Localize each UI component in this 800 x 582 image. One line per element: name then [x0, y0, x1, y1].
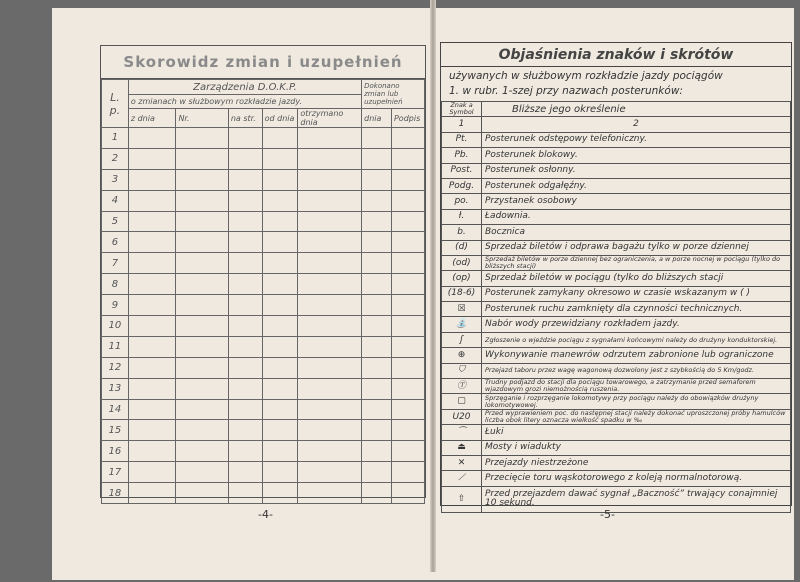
- row-number: 16: [102, 441, 129, 462]
- empty-cell: [176, 399, 228, 420]
- empty-cell: [262, 148, 298, 169]
- symbol-description: Posterunek ruchu zamknięty dla czynności technicznych.: [482, 302, 791, 317]
- symbol: ⛉: [442, 363, 482, 378]
- legend-row: [442, 194, 791, 209]
- table-row: [102, 148, 425, 169]
- right-page-title: Objaśnienia znaków i skrótów: [441, 43, 791, 67]
- empty-cell: [262, 336, 298, 357]
- empty-cell: [228, 274, 262, 295]
- column-header: z dnia: [128, 109, 176, 128]
- legend-row: [442, 332, 791, 347]
- legend-row: [442, 209, 791, 224]
- empty-cell: [391, 357, 424, 378]
- symbol: ⏏: [442, 440, 482, 455]
- legend-row: [442, 148, 791, 163]
- empty-cell: [228, 336, 262, 357]
- empty-cell: [228, 295, 262, 316]
- lp-header: L. p.: [102, 80, 129, 128]
- empty-cell: [262, 169, 298, 190]
- empty-cell: [262, 274, 298, 295]
- symbol-description: Trudny podjazd do stacji dla pociągu towarowego, a zatrzymanie przed semaforem wjazdowym grozi niemożnością ruszenia.: [482, 379, 791, 394]
- symbol-description: Posterunek odgałęźny.: [482, 178, 791, 193]
- empty-cell: [298, 128, 362, 149]
- empty-cell: [362, 169, 392, 190]
- empty-cell: [262, 483, 298, 504]
- empty-cell: [262, 441, 298, 462]
- empty-cell: [391, 483, 424, 504]
- row-number: 15: [102, 420, 129, 441]
- symbol: Podg.: [442, 178, 482, 193]
- empty-cell: [228, 253, 262, 274]
- empty-cell: [228, 148, 262, 169]
- empty-cell: [228, 420, 262, 441]
- empty-cell: [262, 211, 298, 232]
- legend-row: [442, 394, 791, 409]
- empty-cell: [128, 378, 176, 399]
- empty-cell: [176, 128, 228, 149]
- empty-cell: [128, 336, 176, 357]
- empty-cell: [228, 483, 262, 504]
- symbol: b.: [442, 225, 482, 240]
- row-number: 13: [102, 378, 129, 399]
- symbol-description: Mosty i wiadukty: [482, 440, 791, 455]
- legend-row: [442, 440, 791, 455]
- empty-cell: [228, 232, 262, 253]
- table-row: [102, 169, 425, 190]
- empty-cell: [298, 336, 362, 357]
- empty-cell: [262, 462, 298, 483]
- empty-cell: [391, 441, 424, 462]
- empty-cell: [262, 190, 298, 211]
- empty-cell: [298, 232, 362, 253]
- empty-cell: [176, 483, 228, 504]
- empty-cell: [391, 274, 424, 295]
- legend-row: [442, 132, 791, 147]
- empty-cell: [228, 169, 262, 190]
- empty-cell: [176, 378, 228, 399]
- legend-row: [442, 486, 791, 512]
- empty-cell: [391, 190, 424, 211]
- section-heading: 1. w rubr. 1-szej przy nazwach posterunków:: [449, 85, 683, 97]
- symbol-description: Przed wyprawieniem poc. do następnej stacji należy dokonać uproszczonej próby hamulców liczba obok litery oznacza wielkość spadku w ‰: [482, 409, 791, 424]
- symbol: ⟋: [442, 471, 482, 486]
- symbol: Post.: [442, 163, 482, 178]
- empty-cell: [228, 316, 262, 337]
- row-number: 17: [102, 462, 129, 483]
- table-row: [102, 190, 425, 211]
- legend-row: [442, 348, 791, 363]
- symbol-description: Nabór wody przewidziany rozkładem jazdy.: [482, 317, 791, 332]
- empty-cell: [298, 399, 362, 420]
- empty-cell: [391, 169, 424, 190]
- empty-cell: [298, 378, 362, 399]
- empty-cell: [362, 483, 392, 504]
- empty-cell: [128, 128, 176, 149]
- empty-cell: [391, 128, 424, 149]
- group-header: Zarządzenia D.O.K.P.: [128, 80, 361, 95]
- empty-cell: [262, 399, 298, 420]
- column-header: dnia: [362, 109, 392, 128]
- left-page-title: Skorowidz zmian i uzupełnień: [101, 46, 425, 79]
- table-row: [102, 295, 425, 316]
- table-row: [102, 274, 425, 295]
- empty-cell: [176, 441, 228, 462]
- symbol: Pt.: [442, 132, 482, 147]
- col-number-1: 1: [442, 117, 482, 132]
- desc-header: Bliższe jego określenie: [482, 102, 791, 117]
- empty-cell: [128, 253, 176, 274]
- empty-cell: [128, 420, 176, 441]
- legend-row: [442, 363, 791, 378]
- empty-cell: [128, 148, 176, 169]
- empty-cell: [391, 462, 424, 483]
- empty-cell: [362, 336, 392, 357]
- table-row: [102, 253, 425, 274]
- empty-cell: [391, 211, 424, 232]
- table-row: [102, 232, 425, 253]
- symbol-description: Sprzedaż biletów w pociągu (tylko do bliższych stacji: [482, 271, 791, 286]
- empty-cell: [128, 441, 176, 462]
- symbol: ☒: [442, 302, 482, 317]
- empty-cell: [362, 316, 392, 337]
- empty-cell: [298, 357, 362, 378]
- page-number-left: -4-: [258, 508, 273, 521]
- empty-cell: [228, 357, 262, 378]
- legend-row: [442, 302, 791, 317]
- empty-cell: [228, 462, 262, 483]
- symbol: (od): [442, 255, 482, 270]
- empty-cell: [128, 232, 176, 253]
- empty-cell: [391, 316, 424, 337]
- empty-cell: [176, 148, 228, 169]
- group-sub-header: o zmianach w służbowym rozkładzie jazdy.: [128, 95, 361, 109]
- symbol-description: Ładownia.: [482, 209, 791, 224]
- empty-cell: [128, 399, 176, 420]
- empty-cell: [262, 253, 298, 274]
- empty-cell: [176, 211, 228, 232]
- empty-cell: [176, 462, 228, 483]
- symbol-description: Sprzedaż biletów w porze dziennej bez ograniczenia, a w porze nocnej w pociągu (tylko do bliższych stacji): [482, 255, 791, 270]
- symbol-description: Zgłoszenie o wjeździe pociągu z sygnałami końcowymi należy do drużyny konduktorskiej.: [482, 332, 791, 347]
- legend-row: [442, 425, 791, 440]
- empty-cell: [262, 316, 298, 337]
- empty-cell: [391, 420, 424, 441]
- empty-cell: [298, 148, 362, 169]
- symbol-description: Przed przejazdem dawać sygnał „Baczność” trwający conajmniej 10 sekund.: [482, 486, 791, 512]
- column-header: Nr.: [176, 109, 228, 128]
- symbol: ʃ: [442, 332, 482, 347]
- empty-cell: [298, 483, 362, 504]
- symbol-description: Sprzedaż biletów i odprawa bagażu tylko w porze dziennej: [482, 240, 791, 255]
- column-header: Podpis: [391, 109, 424, 128]
- empty-cell: [128, 211, 176, 232]
- legend-row: [442, 255, 791, 270]
- empty-cell: [362, 274, 392, 295]
- column-header: otrzymano dnia: [298, 109, 362, 128]
- empty-cell: [298, 462, 362, 483]
- empty-cell: [262, 128, 298, 149]
- legend-row: [442, 455, 791, 470]
- table-row: [102, 420, 425, 441]
- subtitle: używanych w służbowym rozkładzie jazdy pociągów: [449, 70, 723, 82]
- symbol-description: Przejazd taboru przez wagę wagonową dozwolony jest z szybkością do 5 Km/godz.: [482, 363, 791, 378]
- empty-cell: [128, 462, 176, 483]
- table-row: [102, 378, 425, 399]
- empty-cell: [176, 274, 228, 295]
- empty-cell: [362, 211, 392, 232]
- symbol: ⌒: [442, 425, 482, 440]
- column-header: od dnia: [262, 109, 298, 128]
- symbols-legend-table: [440, 42, 792, 509]
- empty-cell: [298, 169, 362, 190]
- symbol-description: Posterunek zamykany okresowo w czasie wskazanym w ( ): [482, 286, 791, 301]
- symbol: ⇧: [442, 486, 482, 512]
- row-number: 3: [102, 169, 129, 190]
- symbol: ⛲: [442, 317, 482, 332]
- row-number: 11: [102, 336, 129, 357]
- empty-cell: [391, 336, 424, 357]
- row-number: 10: [102, 316, 129, 337]
- empty-cell: [176, 420, 228, 441]
- col-number-2: 2: [482, 117, 791, 132]
- empty-cell: [176, 316, 228, 337]
- symbol-description: Łuki: [482, 425, 791, 440]
- empty-cell: [391, 148, 424, 169]
- legend-row: [442, 379, 791, 394]
- empty-cell: [362, 295, 392, 316]
- empty-cell: [298, 274, 362, 295]
- legend-row: [442, 409, 791, 424]
- empty-cell: [298, 253, 362, 274]
- empty-cell: [298, 420, 362, 441]
- empty-cell: [391, 232, 424, 253]
- empty-cell: [262, 295, 298, 316]
- row-number: 9: [102, 295, 129, 316]
- empty-cell: [176, 295, 228, 316]
- symbol: (18-6): [442, 286, 482, 301]
- symbol-description: Posterunek odstępowy telefoniczny.: [482, 132, 791, 147]
- table-row: [102, 483, 425, 504]
- symbol: U20: [442, 409, 482, 424]
- done-header: Dokonano zmian lub uzupełnień: [362, 80, 425, 109]
- empty-cell: [262, 232, 298, 253]
- empty-cell: [176, 169, 228, 190]
- symbol: (op): [442, 271, 482, 286]
- legend-row: [442, 271, 791, 286]
- empty-cell: [362, 232, 392, 253]
- row-number: 14: [102, 399, 129, 420]
- empty-cell: [391, 295, 424, 316]
- empty-cell: [176, 253, 228, 274]
- row-number: 4: [102, 190, 129, 211]
- legend-row: [442, 178, 791, 193]
- empty-cell: [262, 378, 298, 399]
- empty-cell: [262, 420, 298, 441]
- empty-cell: [176, 232, 228, 253]
- empty-cell: [391, 378, 424, 399]
- table-row: [102, 336, 425, 357]
- table-row: [102, 316, 425, 337]
- empty-cell: [128, 357, 176, 378]
- symbol: Ⓣ: [442, 379, 482, 394]
- row-number: 1: [102, 128, 129, 149]
- symbol-description: Przecięcie toru wąskotorowego z koleją normalnotorową.: [482, 471, 791, 486]
- empty-cell: [362, 399, 392, 420]
- legend-row: [442, 163, 791, 178]
- empty-cell: [391, 253, 424, 274]
- symbol-description: Sprzęganie i rozprzęganie lokomotywy przy pociągu należy do obowiązków drużyny lokomotywowej.: [482, 394, 791, 409]
- book-gutter: [430, 0, 436, 572]
- empty-cell: [298, 316, 362, 337]
- row-number: 12: [102, 357, 129, 378]
- empty-cell: [228, 378, 262, 399]
- empty-cell: [362, 462, 392, 483]
- empty-cell: [128, 483, 176, 504]
- empty-cell: [298, 211, 362, 232]
- empty-cell: [362, 148, 392, 169]
- empty-cell: [298, 441, 362, 462]
- empty-cell: [128, 169, 176, 190]
- legend-row: [442, 317, 791, 332]
- empty-cell: [262, 357, 298, 378]
- empty-cell: [362, 253, 392, 274]
- symbol: (d): [442, 240, 482, 255]
- empty-cell: [298, 295, 362, 316]
- table-row: [102, 441, 425, 462]
- table-row: [102, 211, 425, 232]
- empty-cell: [228, 128, 262, 149]
- symbol: ✕: [442, 455, 482, 470]
- empty-cell: [362, 378, 392, 399]
- column-header: na str.: [228, 109, 262, 128]
- symbol-header: Znak a Symbol: [442, 102, 482, 117]
- row-number: 8: [102, 274, 129, 295]
- symbol-description: Wykonywanie manewrów odrzutem zabronione lub ograniczone: [482, 348, 791, 363]
- empty-cell: [176, 357, 228, 378]
- empty-cell: [128, 274, 176, 295]
- symbol: ▢: [442, 394, 482, 409]
- empty-cell: [362, 128, 392, 149]
- symbol-description: Przystanek osobowy: [482, 194, 791, 209]
- empty-cell: [391, 399, 424, 420]
- table-row: [102, 462, 425, 483]
- empty-cell: [362, 441, 392, 462]
- table-row: [102, 357, 425, 378]
- empty-cell: [362, 190, 392, 211]
- symbol: Pb.: [442, 148, 482, 163]
- legend-row: [442, 225, 791, 240]
- empty-cell: [228, 211, 262, 232]
- symbol-description: Posterunek osłonny.: [482, 163, 791, 178]
- empty-cell: [176, 190, 228, 211]
- empty-cell: [362, 420, 392, 441]
- symbol: ł.: [442, 209, 482, 224]
- table-row: [102, 128, 425, 149]
- empty-cell: [228, 399, 262, 420]
- symbol-description: Przejazdy niestrzeżone: [482, 455, 791, 470]
- legend-row: [442, 471, 791, 486]
- legend-row: [442, 286, 791, 301]
- empty-cell: [128, 190, 176, 211]
- empty-cell: [128, 295, 176, 316]
- row-number: 18: [102, 483, 129, 504]
- empty-cell: [128, 316, 176, 337]
- symbol: ⊕: [442, 348, 482, 363]
- empty-cell: [362, 357, 392, 378]
- empty-cell: [176, 336, 228, 357]
- empty-cell: [228, 190, 262, 211]
- legend-row: [442, 240, 791, 255]
- changes-index-table: [100, 45, 426, 498]
- symbol: po.: [442, 194, 482, 209]
- symbol-description: Posterunek blokowy.: [482, 148, 791, 163]
- empty-cell: [228, 441, 262, 462]
- table-row: [102, 399, 425, 420]
- empty-cell: [298, 190, 362, 211]
- row-number: 7: [102, 253, 129, 274]
- row-number: 2: [102, 148, 129, 169]
- page-number-right: -5-: [600, 508, 615, 521]
- symbol-description: Bocznica: [482, 225, 791, 240]
- row-number: 6: [102, 232, 129, 253]
- row-number: 5: [102, 211, 129, 232]
